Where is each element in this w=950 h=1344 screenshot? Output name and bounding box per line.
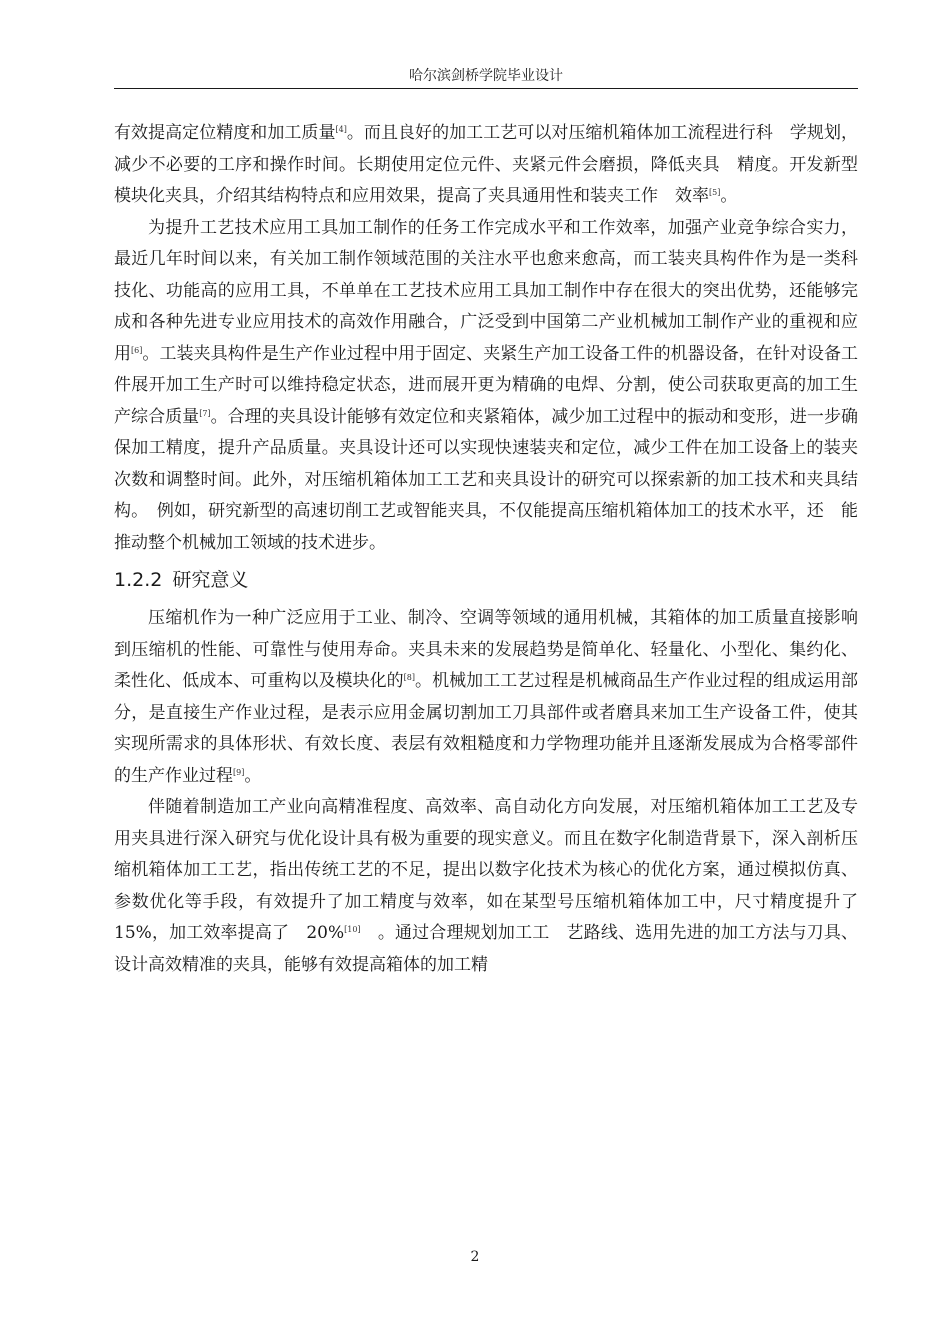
- paragraph-4: [114, 792, 875, 981]
- paragraph-3: [114, 603, 858, 792]
- section-heading: [114, 563, 858, 597]
- paragraph-text: 伴随着制造加工产业向高精准程度、高效率、高自动化方向发展，对压缩机箱体加工工艺及专用夹具进行深入研究与优化设计具有极为重要的现实意义。而且在数字化制造背景下，深入剖析压缩机箱体加工工艺，指出传统工艺的不足，提出以数字化技术为核心的优化方案，通过模拟仿真、参数优化等手段，有效提升了加工精度与效率，如在某型号压缩机箱体加工中，尺寸精度提升了 15%，加工效率提高了 20%: [114, 797, 875, 943]
- paragraph-2: [114, 213, 858, 560]
- paragraph-text: 。而且良好的加工工艺可以对压缩机箱体加工流程进行科 学规划，减少不必要的工序和操作时间。长期使用定位元件、夹紧元件会磨损，降低夹具 精度。开发新型模块化夹具，介绍其结构特点和应用效果，提高了夹具通用性和装夹工作 效率: [114, 123, 859, 206]
- citation-ref: [6]: [131, 345, 143, 355]
- document-body: [114, 118, 875, 981]
- header-divider: [114, 88, 858, 89]
- paragraph-text: 压缩机作为一种广泛应用于工业、制冷、空调等领域的通用机械，其箱体的加工质量直接影响到压缩机的性能、可靠性与使用寿命。夹具未来的发展趋势是简单化、轻量化、小型化、集约化、柔性化、低成本、可重构以及模块化的: [114, 608, 858, 691]
- page-header: 哈尔滨剑桥学院毕业设计: [409, 68, 563, 84]
- citation-ref: [8]: [403, 673, 415, 682]
- section-title: 研究意义: [172, 569, 249, 591]
- citation-ref: [5]: [709, 188, 721, 197]
- paragraph-text: 。机械加工工艺过程是机械商品生产作业过程的组成运用部分，是直接生产作业过程，是表示应用金属切割加工刀具部件或者磨具来加工生产设备工件，使其实现所需求的具体形状、有效长度、表层有效粗糙度和力学物理功能并且逐渐发展成为合格零部件的生产作业过程: [114, 671, 859, 786]
- paragraph-text: 。通过合理规划加工工 艺路线、选用先进的加工方法与刀具、设计高效精准的夹具，能够有效提高箱体的加工精: [114, 923, 858, 975]
- paragraph-text: 有效提高定位精度和加工质量: [114, 123, 336, 143]
- section-number: 1.2.2: [114, 569, 163, 591]
- citation-ref: [9]: [233, 767, 245, 777]
- paragraph-text: 。: [720, 186, 738, 206]
- citation-ref: [4]: [335, 125, 347, 134]
- page-number: 2: [470, 1249, 480, 1265]
- citation-ref: [10]: [344, 925, 361, 934]
- paragraph-text: 。: [244, 765, 262, 786]
- paragraph-text: 为提升工艺技术应用工具加工制作的任务工作完成水平和工作效率，加强产业竞争综合实力，最近几年时间以来，有关加工制作领域范围的关注水平也愈来愈高，而工装夹具构件作为是一类科技化、功能高的应用工具，不单单在工艺技术应用工具加工制作中存在很大的突出优势，还能够完成和各种先进专业应用技术的高效作用融合，广泛受到中国第二产业机械加工制作产业的重视和应用: [114, 217, 858, 364]
- paragraph-text: 。工装夹具构件是生产作业过程中用于固定、夹紧生产加工设备工件的机器设备，在针对设备工件展开加工生产时可以维持稳定状态，进而展开更为精确的电焊、分割，使公司获取更高的加工生产综合质量: [114, 343, 859, 427]
- citation-ref: [7]: [199, 408, 211, 418]
- paragraph-1: [114, 118, 858, 213]
- paragraph-text: 。合理的夹具设计能够有效定位和夹紧箱体，减少加工过程中的振动和变形，进一步确保加工精度，提升产品质量。夹具设计还可以实现快速装夹和定位，减少工件在加工设备上的装夹次数和调整时间。此外，对压缩机箱体加工工艺和夹具设计的研究可以探索新的加工技术和夹具结构。 例如，研究新型的高速切削工艺或智能夹具，不仅能提高压缩机箱体加工的技术水平，还 能推动整个机械加工领域的技术进步。: [114, 406, 859, 553]
